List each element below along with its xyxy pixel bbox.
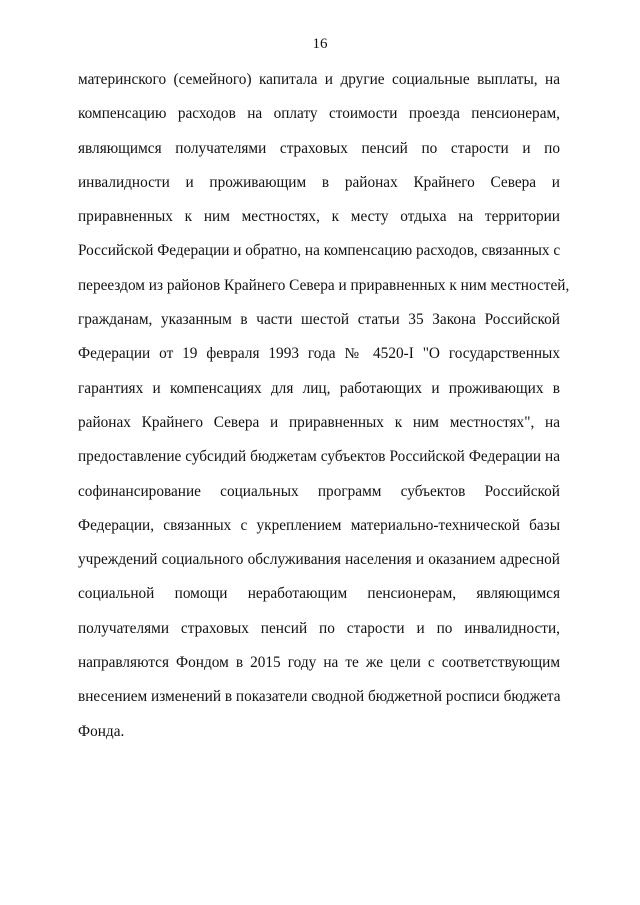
text-line: учреждений социального обслуживания населения и оказанием адресной xyxy=(78,551,560,569)
text-line: переездом из районов Крайнего Севера и приравненных к ним местностей, xyxy=(78,276,570,294)
text-line: Российской Федерации и обратно, на компенсацию расходов, связанных с xyxy=(78,242,561,260)
text-line: социальной помощи неработающим пенсионерам, являющимся xyxy=(78,585,560,603)
page-number: 16 xyxy=(312,36,328,52)
text-line: гарантиях и компенсациях для лиц, работающих и проживающих в xyxy=(78,379,560,397)
body-paragraph xyxy=(78,69,570,755)
text-line: материнского (семейного) капитала и другие социальные выплаты, на xyxy=(78,71,560,88)
text-line: внесением изменений в показатели сводной бюджетной росписи бюджета xyxy=(78,688,561,706)
text-line: гражданам, указанным в части шестой статьи 35 Закона Российской xyxy=(78,311,560,329)
text-line: предоставление субсидий бюджетам субъектов Российской Федерации на xyxy=(78,448,560,466)
text-line: районах Крайнего Севера и приравненных к ним местностях", на xyxy=(78,413,560,431)
text-line: являющимся получателями страховых пенсий по старости и по xyxy=(78,139,560,157)
text-line: направляются Фондом в 2015 году на те же цели с соответствующим xyxy=(78,654,560,672)
text-line: приравненных к ним местностях, к месту отдыха на территории xyxy=(78,208,560,226)
text-line: Федерации от 19 февраля 1993 года № 4520-I "О государственных xyxy=(78,345,560,363)
text-line: компенсацию расходов на оплату стоимости проезда пенсионерам, xyxy=(78,105,560,123)
text-line: получателями страховых пенсий по старости и по инвалидности, xyxy=(78,619,560,637)
text-line: софинансирование социальных программ субъектов Российской xyxy=(78,482,560,500)
text-line: Федерации, связанных с укреплением материально-технической базы xyxy=(78,516,560,534)
text-line: Фонда. xyxy=(78,722,125,740)
text-line: инвалидности и проживающим в районах Крайнего Севера и xyxy=(78,173,560,191)
